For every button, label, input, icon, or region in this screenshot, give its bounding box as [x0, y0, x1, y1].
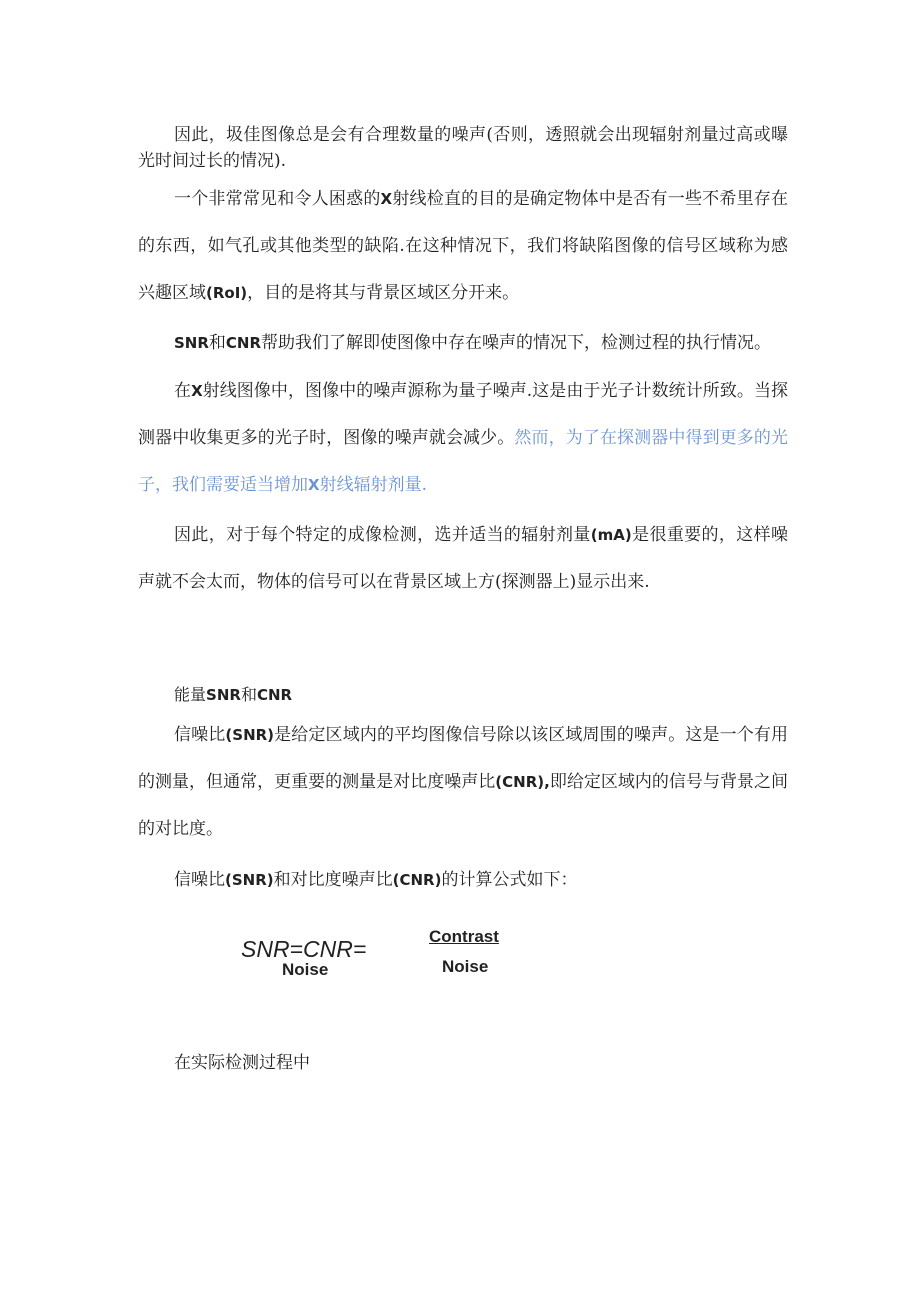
- bold-term: (CNR): [392, 871, 442, 889]
- highlighted-segment: 射线辐射剂量.: [319, 475, 427, 495]
- bold-term: (RoI): [206, 284, 248, 302]
- paragraph-text: 射线检直的目的是确定物体中是否有一些不希里存在的东西，如气孔或其他类型的缺陷.在这种情况下，我们将缺陷图像的信号区域称为感兴趣区域: [138, 189, 789, 303]
- paragraph-text: 和: [208, 333, 226, 353]
- formula-numerator: Contrast: [429, 927, 499, 946]
- bold-term: (CNR),: [495, 773, 550, 791]
- paragraph-text: 信噪比: [174, 870, 225, 890]
- paragraph-snr-cnr-purpose: [138, 320, 788, 367]
- bold-term: CNR: [256, 686, 293, 704]
- paragraph-text: 即给定区域内的信号与背景之间的对比度。: [138, 772, 788, 839]
- bold-term: X: [380, 190, 393, 208]
- bold-term: (mA): [590, 526, 632, 544]
- formula-denominator: Noise: [442, 957, 489, 976]
- paragraph-text: 和对比度噪声比: [273, 870, 393, 890]
- paragraph-text: 因此，对于每个特定的成像检测，选并适当的辐射剂量: [174, 525, 591, 545]
- bold-term: (SNR): [225, 871, 274, 889]
- paragraph-formula-intro: [138, 857, 788, 904]
- paragraph-text: 是给定区域内的平均图像信号除以该区域周围的噪声。这是一个有用的测量，但通常，更重要的测量是对比度噪声比: [138, 725, 789, 792]
- paragraph-text: 帮助我们了解即使图像中存在噪声的情况下，检测过程的执行情况。: [261, 333, 772, 353]
- paragraph-snr-definition: [138, 712, 788, 853]
- paragraph-text: 射线图像中，图像中的噪声源称为量子噪声.这是由于光子计数统计所致。当探测器中收集更多的光子时，图像的噪声就会减少。: [138, 381, 789, 448]
- formula-lhs: SNR=CNR=: [241, 936, 367, 962]
- paragraph-text: 一个非常常见和令人困惑的: [174, 189, 381, 209]
- paragraph-quantum-noise: [138, 368, 788, 509]
- paragraph-text: 是很重要的，这样噪声就不会太而，物体的信号可以在背景区域上方(探测器上)显示出来.: [138, 525, 789, 592]
- section-heading: [174, 682, 292, 705]
- bold-term: X: [308, 476, 320, 494]
- paragraph-text: 信噪比: [174, 725, 226, 745]
- paragraph-text: ，目的是将其与背景区域区分开来。: [247, 283, 520, 303]
- paragraph-actual-inspection: 在实际检测过程中: [174, 1053, 310, 1073]
- paragraph-text: 的计算公式如下：: [441, 870, 578, 890]
- paragraph-text: 因此，圾佳图像总是会有合理数量的噪声(否则，透照就会出现辐射剂量过高或曝光时间过长的情况).: [138, 125, 788, 171]
- bold-term: SNR: [174, 334, 209, 352]
- bold-term: X: [191, 382, 203, 400]
- bold-term: CNR: [225, 334, 262, 352]
- bold-term: (SNR): [225, 726, 275, 744]
- highlighted-segment: 然而，为了在探测器中得到更多的光子，我们需要适当增加: [138, 428, 789, 495]
- paragraph-roi: [138, 176, 788, 317]
- paragraph-dose-selection: [138, 512, 788, 606]
- formula-noise-left: Noise: [282, 960, 329, 979]
- heading-text: 和: [240, 685, 257, 704]
- heading-text: 能量: [174, 685, 207, 704]
- paragraph-text: 在: [174, 381, 192, 401]
- bold-term: SNR: [206, 686, 241, 704]
- paragraph-noise-intro: [138, 122, 788, 174]
